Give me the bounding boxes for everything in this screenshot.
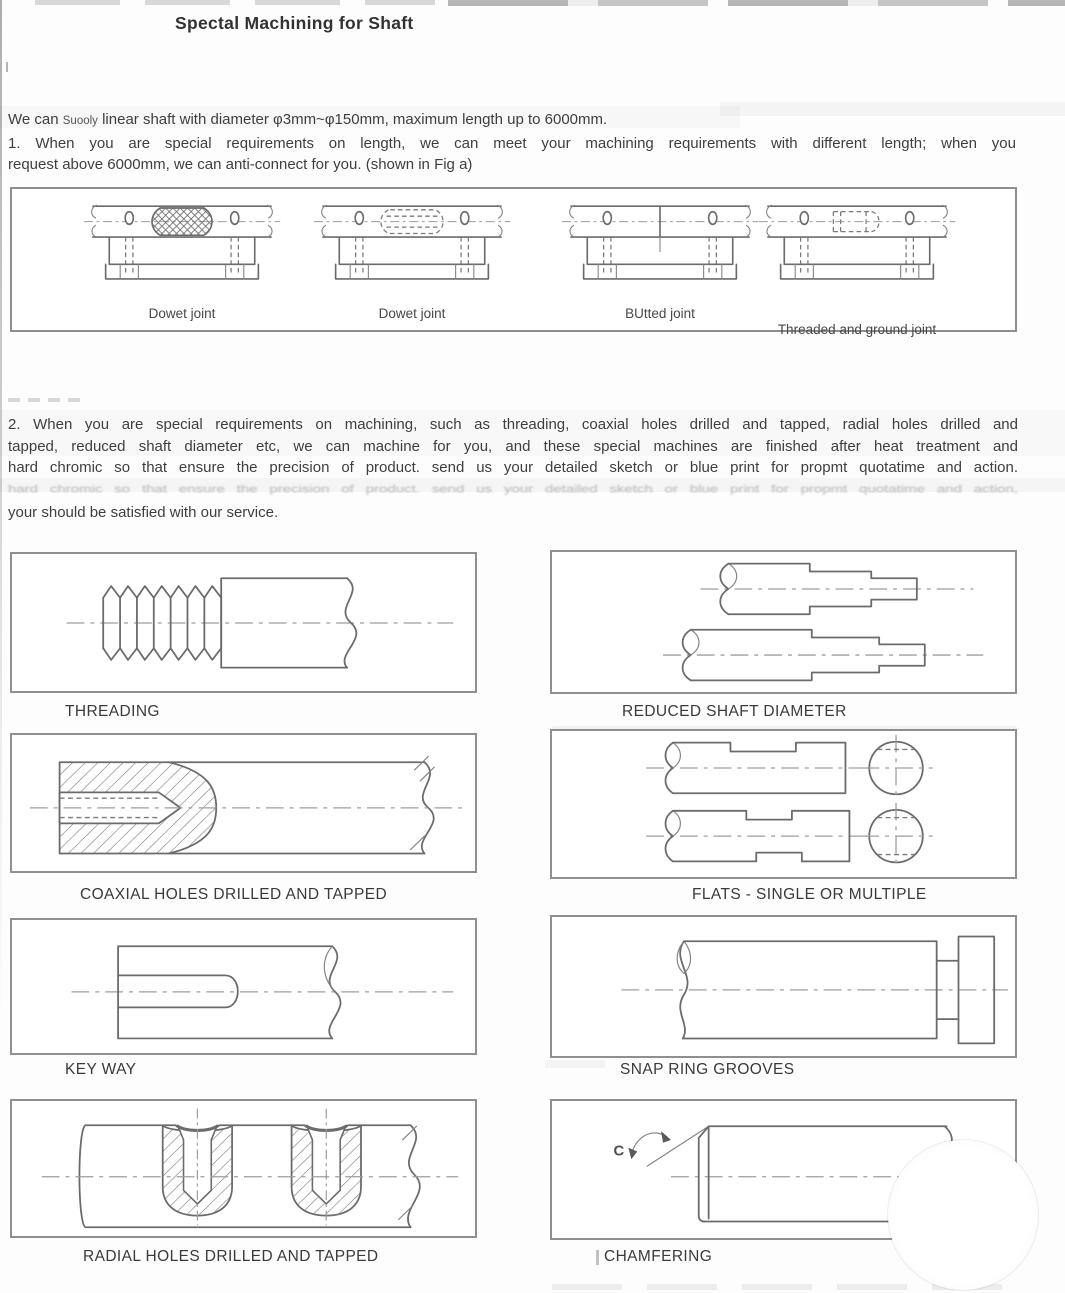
arrowhead-icon	[661, 1131, 671, 1143]
ghost-text-line: hard chromic so that ensure the precision of product. send us your detailed sketch or blue print for propmt quotatime and action,	[8, 483, 1018, 496]
scan-artifact-smudge-row3	[545, 1060, 605, 1068]
machining-panel-threading	[10, 552, 477, 693]
item2-line-1: 2. When you are special requirements on machining, such as threading, coaxial holes drilled and tapped, radial holes drilled and	[8, 416, 1018, 433]
scan-artifact-left-edge	[0, 0, 2, 1293]
intro-pre: We can	[8, 111, 63, 128]
joint-label: Dowet joint	[378, 306, 446, 321]
fig-a-panel	[10, 187, 1017, 337]
machining-panel-coaxial-holes	[10, 733, 477, 873]
joint-label: BUtted joint	[625, 306, 695, 321]
item2-paragraph	[8, 414, 1018, 479]
watermark-circle	[888, 1140, 1038, 1290]
machining-panel-reduced-diameter	[550, 550, 1017, 694]
item1-line-1: 1. When you are special requirements on length, we can meet your machining requirements with different length; when you	[8, 134, 1016, 152]
machining-panel-snap-ring	[550, 915, 1017, 1058]
machining-panel-key-way	[10, 918, 477, 1055]
scan-artifact-dashes-above-item2	[8, 398, 88, 402]
item2-line-3: hard chromic so that ensure the precision of product. send us your detailed sketch or blue print for propmt quotatime and action.	[8, 459, 1018, 476]
intro-line-1	[8, 109, 1016, 133]
flats-drawing	[552, 731, 1015, 877]
threading-drawing	[12, 554, 475, 691]
caption-flats: FLATS - SINGLE OR MULTIPLE	[692, 886, 927, 903]
dowel-joint-hatched-drawing	[82, 197, 282, 299]
butted-joint-drawing	[560, 197, 760, 299]
threaded-ground-joint-drawing	[757, 197, 957, 299]
machining-panel-flats	[550, 729, 1017, 879]
joint-figure-threaded-ground	[757, 197, 957, 337]
dowel-joint-dashed-drawing	[312, 197, 512, 299]
machining-panel-radial-holes	[10, 1099, 477, 1238]
scan-artifact-top-strip-dark	[448, 0, 1065, 6]
coaxial-holes-drawing	[12, 735, 475, 871]
caption-reduced-diameter: REDUCED SHAFT DIAMETER	[622, 703, 847, 720]
caption-chamfering: CHAMFERING	[604, 1248, 713, 1265]
joint-figure-butted	[560, 197, 760, 321]
scan-artifact-caption-tick	[596, 1250, 599, 1265]
scan-artifact-top-strip	[35, 0, 435, 5]
joint-figure-dowel-dashed	[312, 197, 512, 321]
intro-paragraph	[8, 109, 1016, 176]
page-title: Spectal Machining for Shaft	[175, 13, 414, 33]
caption-snap-ring: SNAP RING GROOVES	[620, 1061, 795, 1078]
item1-line-2: request above 6000mm, we can anti-connect for you. (shown in Fig a)	[8, 156, 473, 173]
joint-label: Threaded and ground joint	[777, 322, 937, 337]
radial-holes-drawing	[12, 1101, 475, 1236]
caption-key-way: KEY WAY	[65, 1061, 137, 1078]
chamfer-annotation: C	[613, 1143, 625, 1160]
caption-radial-holes: RADIAL HOLES DRILLED AND TAPPED	[83, 1248, 379, 1265]
key-way-drawing	[12, 920, 475, 1053]
snap-ring-grooves-drawing	[552, 917, 1015, 1056]
caption-coaxial-holes: COAXIAL HOLES DRILLED AND TAPPED	[80, 886, 388, 903]
intro-small-word: Suooly	[62, 115, 98, 127]
dowel-pin-hatched-shape	[152, 208, 212, 235]
joint-figure-dowel-hatched	[82, 197, 282, 321]
caption-threading: THREADING	[65, 703, 160, 720]
joint-label: Dowet joint	[148, 306, 216, 321]
reduced-shaft-diameter-drawing	[552, 552, 1015, 692]
item2-tail-line: your should be satisfied with our service.	[8, 504, 279, 521]
intro-post: linear shaft with diameter φ3mm~φ150mm, maximum length up to 6000mm.	[97, 111, 608, 128]
scan-artifact-tick	[6, 62, 8, 72]
item2-line-2: tapped, reduced shaft diameter etc, we can machine for you, and these special machines are finished after heat treatment and	[8, 437, 1018, 455]
